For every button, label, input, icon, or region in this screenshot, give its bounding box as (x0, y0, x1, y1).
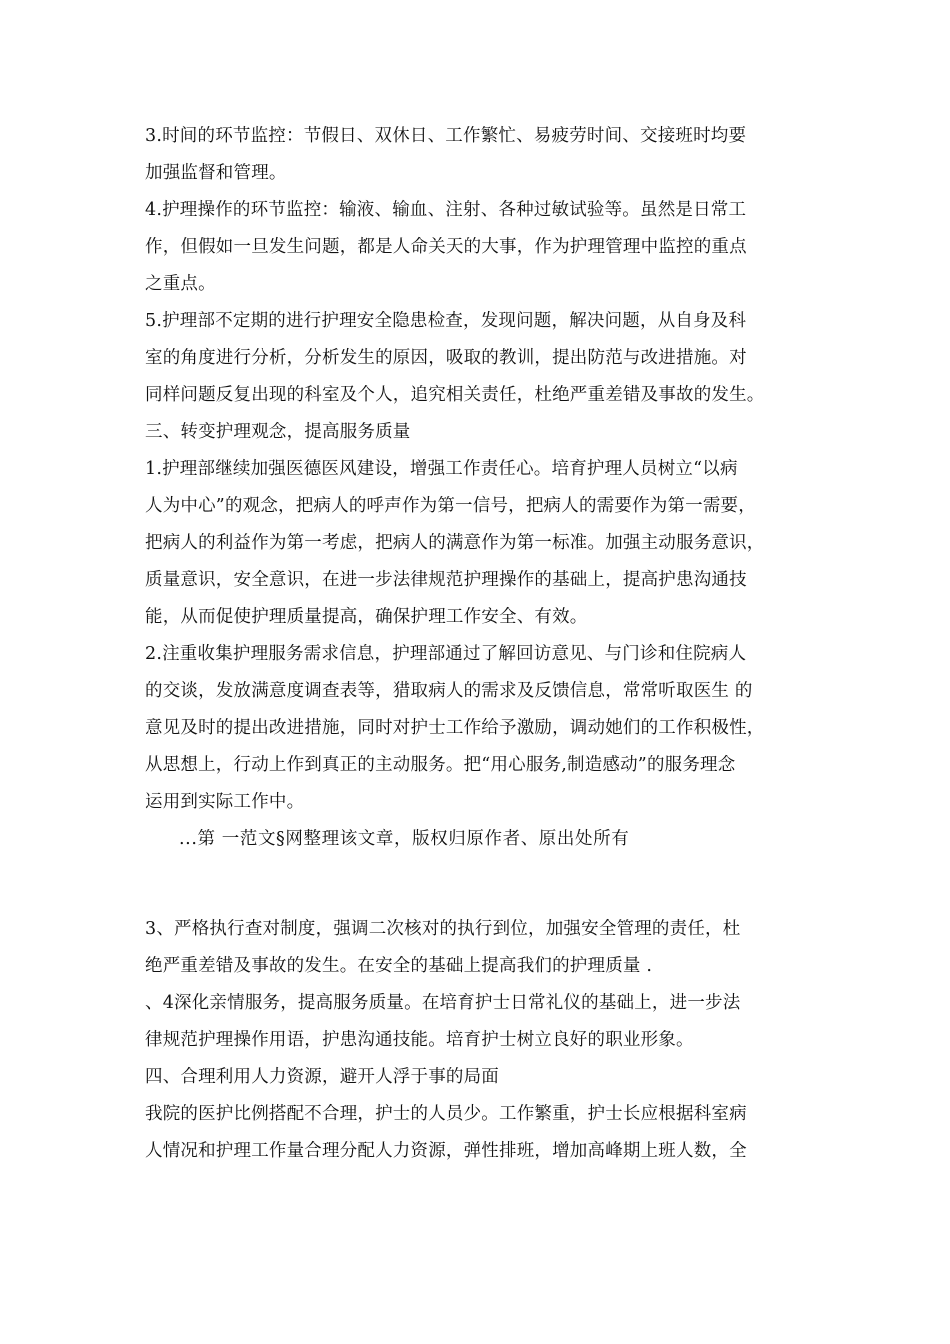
text-line: 2.注重收集护理服务需求信息，护理部通过了解回访意见、与门诊和住院病人 (145, 644, 747, 664)
text-line: 1.护理部继续加强医德医风建设，增强工作责任心。培育护理人员树立“以病 (145, 459, 738, 479)
text-line: 之重点。 (145, 274, 216, 294)
text-line: 3.时间的环节监控：节假日、双休日、工作繁忙、易疲劳时间、交接班时均要 (145, 126, 747, 146)
text-line: 律规范护理操作用语，护患沟通技能。培育护士树立良好的职业形象。 (145, 1030, 694, 1050)
text-line: 运用到实际工作中。 (145, 792, 305, 812)
text-line: 3、严格执行查对制度，强调二次核对的执行到位，加强安全管理的责任，杜 (145, 919, 741, 939)
text-line: 5.护理部不定期的进行护理安全隐患检查，发现问题，解决问题，从自身及科 (145, 311, 747, 331)
text-line: 人情况和护理工作量合理分配人力资源，弹性排班，增加高峰期上班人数，全 (145, 1141, 747, 1161)
text-line: 意见及时的提出改进措施，同时对护士工作给予激励，调动她们的工作积极性， (145, 718, 765, 738)
text-line: 质量意识，安全意识，在进一步法律规范护理操作的基础上，提高护患沟通技 (145, 570, 747, 590)
text-line: 绝严重差错及事故的发生。在安全的基础上提高我们的护理质量 . (145, 956, 653, 976)
section-heading: 四、合理利用人力资源，避开人浮于事的局面 (145, 1067, 499, 1087)
text-block-lower (145, 911, 810, 1170)
text-line: 加强监督和管理。 (145, 163, 287, 183)
text-line: 、4深化亲情服务，提高服务质量。在培育护士日常礼仪的基础上，进一步法 (145, 993, 741, 1013)
text-line: 4.护理操作的环节监控：输液、输血、注射、各种过敏试验等。虽然是日常工 (145, 200, 747, 220)
copyright-notice: ...第 一范文§网整理该文章，版权归原作者、原出处所有 (179, 829, 630, 849)
text-line: 室的角度进行分析，分析发生的原因，吸取的教训，提出防范与改进措施。对 (145, 348, 747, 368)
text-line: 把病人的利益作为第一考虑，把病人的满意作为第一标准。加强主动服务意识， (145, 533, 765, 553)
text-line: 从思想上，行动上作到真正的主动服务。把“用心服务,制造感动”的服务理念 (145, 755, 736, 775)
text-line: 我院的医护比例搭配不合理，护士的人员少。工作繁重，护士长应根据科室病 (145, 1104, 747, 1124)
text-line: 同样问题反复出现的科室及个人，追究相关责任，杜绝严重差错及事故的发生。 (145, 385, 765, 405)
text-line: 作，但假如一旦发生问题，都是人命关天的大事，作为护理管理中监控的重点 (145, 237, 747, 257)
text-block-upper (145, 118, 810, 858)
text-line: 人为中心”的观念，把病人的呼声作为第一信号，把病人的需要作为第一需要， (145, 496, 756, 516)
text-line: 能，从而促使护理质量提高，确保护理工作安全、有效。 (145, 607, 588, 627)
text-line: 的交谈，发放满意度调查表等，猎取病人的需求及反馈信息，常常听取医生 的 (145, 681, 753, 701)
section-heading: 三、转变护理观念，提高服务质量 (145, 422, 411, 442)
